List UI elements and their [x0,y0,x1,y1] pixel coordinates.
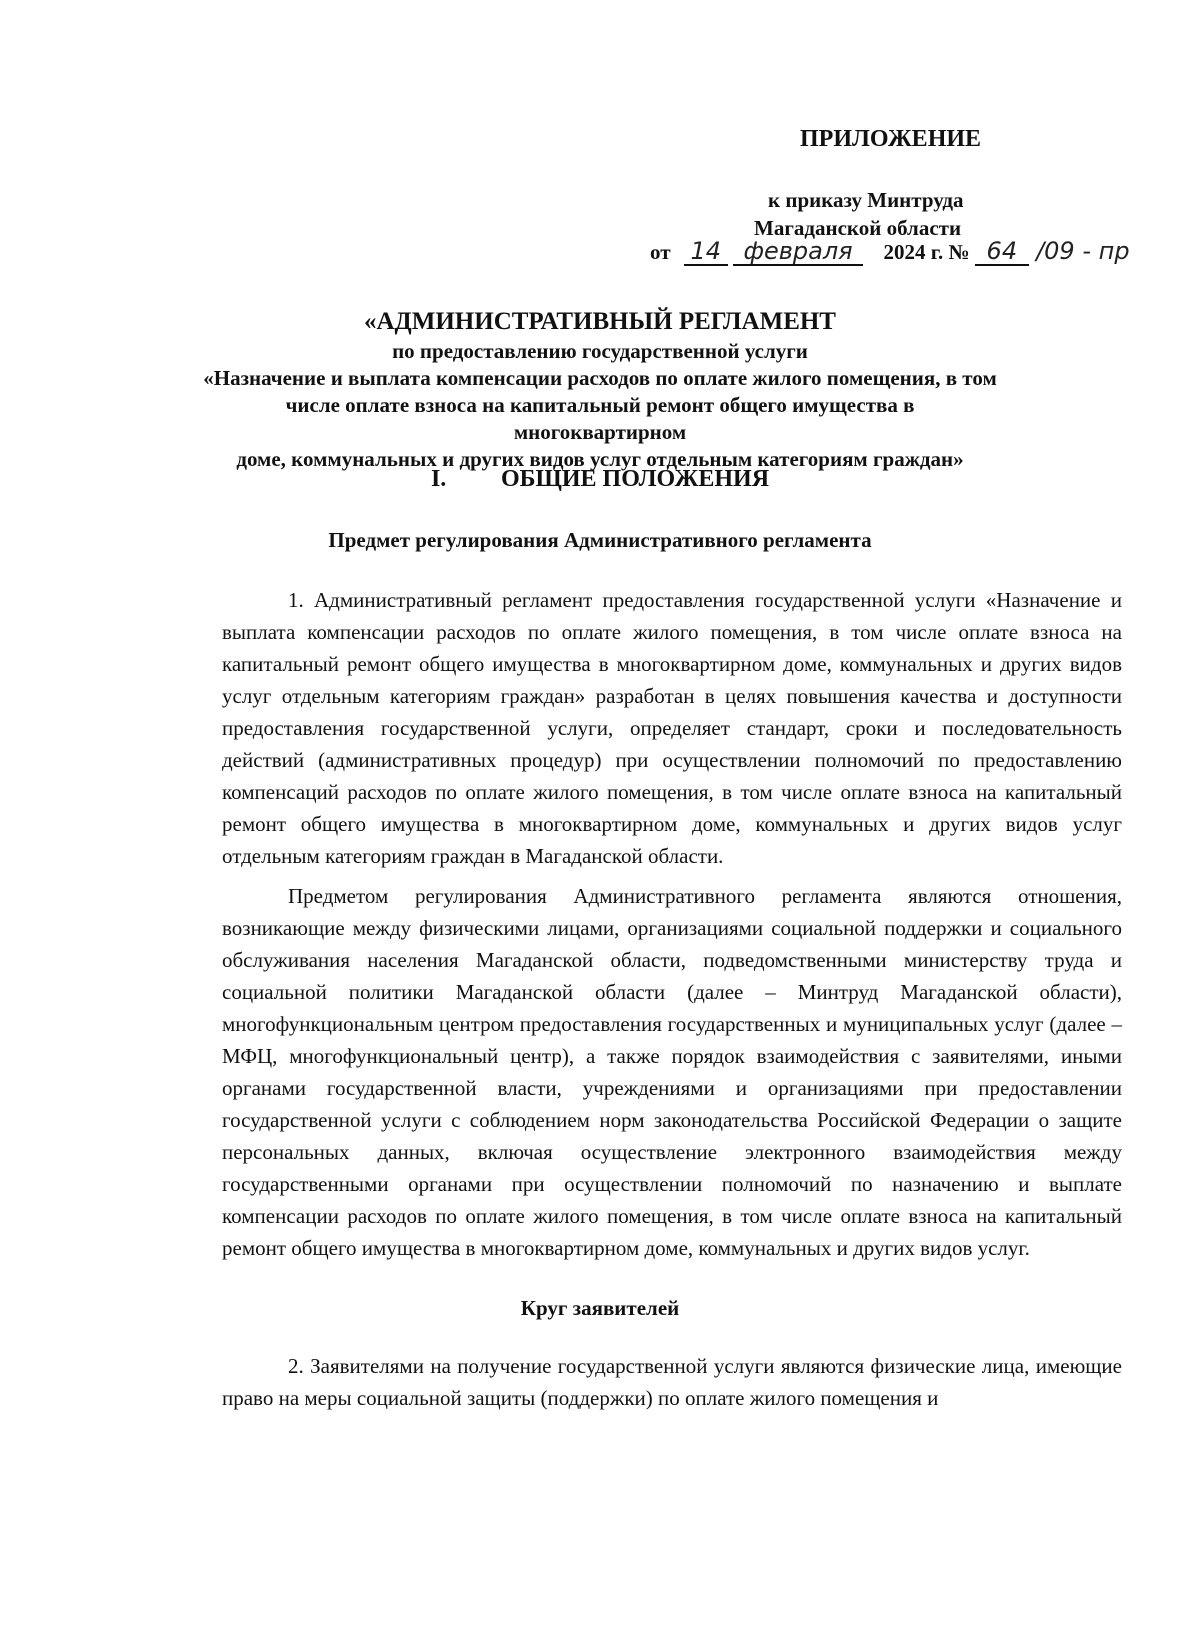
section-title: ОБЩИЕ ПОЛОЖЕНИЯ [500,466,770,492]
paragraph-3: 2. Заявителями на получение государственной услуги являются физические лица, имеющие право на меры социальной защиты (поддержки) по оплате жилого помещения и [222,1354,1122,1410]
date-day-handwritten: 14 [684,238,728,266]
date-prefix: от [650,240,671,264]
section-number: I. [430,466,447,492]
paragraph-1: 1. Административный регламент предоставления государственной услуги «Назначение и выплата компенсации расходов по оплате жилого помещения, в том числе оплате взноса на капитальный ремонт общего имущества в многоквартирном доме, коммунальных и других видов услуг отдельным категориям граждан» разработан в целях повышения качества и доступности предоставления государственной услуги, определяет стандарт, сроки и последовательность действий (административных процедур) при осуществлении полномочий по предоставлению компенсаций расходов по оплате жилого помещения, в том числе оплате взноса на капитальный ремонт общего имущества в многоквартирном доме, коммунальных и других видов услуг отдельным категориям граждан в Магаданской области. [222,588,1122,868]
regulation-title-main: «АДМИНИСТРАТИВНЫЙ РЕГЛАМЕНТ [364,308,836,335]
order-number-handwritten: 64 [975,238,1029,266]
regulation-title-line-2: «Назначение и выплата компенсации расходов по оплате жилого помещения, в том [203,366,997,390]
subheading-applicants: Круг заявителей [520,1296,680,1320]
appendix-title: ПРИЛОЖЕНИЕ [800,126,982,152]
regulation-title-line-4: доме, коммунальных и других видов услуг отдельным категориям граждан» [236,447,964,471]
regulation-title-line-3: числе оплате взноса на капитальный ремонт общего имущества в многоквартирном [285,393,915,444]
regulation-title [200,306,1000,473]
date-month-handwritten: февраля [733,238,863,266]
order-reference-line: к приказу Минтруда [768,188,964,212]
order-number-suffix: /09 - пр [1036,237,1130,265]
subheading-subject: Предмет регулирования Административного регламента [328,528,872,552]
region-line: Магаданской области [754,216,962,240]
paragraph-2: Предметом регулирования Административного регламента являются отношения, возникающие между физическими лицами, организациями социальной поддержки и социального обслуживания населения Магаданской области, подведомственными министерству труда и социальной политики Магаданской области (далее – Минтруд Магаданской области), многофункциональным центром предоставления государственных и муниципальных услуг (далее – МФЦ, многофункциональный центр), а также порядок взаимодействия с заявителями, иными органами государственной власти, учреждениями и организациями при предоставлении государственной услуги с соблюдением норм законодательства Российской Федерации о защите персональных данных, включая осуществление электронного взаимодействия между государственными органами при осуществлении полномочий по назначению и выплате компенсации расходов по оплате жилого помещения, в том числе оплате взноса на капитальный ремонт общего имущества в многоквартирном доме, коммунальных и других видов услуг. [222,884,1122,1260]
date-year-label: 2024 г. № [883,240,970,264]
regulation-title-line-1: по предоставлению государственной услуги [392,339,808,363]
section-heading [0,466,1200,493]
order-date-line [650,238,1130,278]
